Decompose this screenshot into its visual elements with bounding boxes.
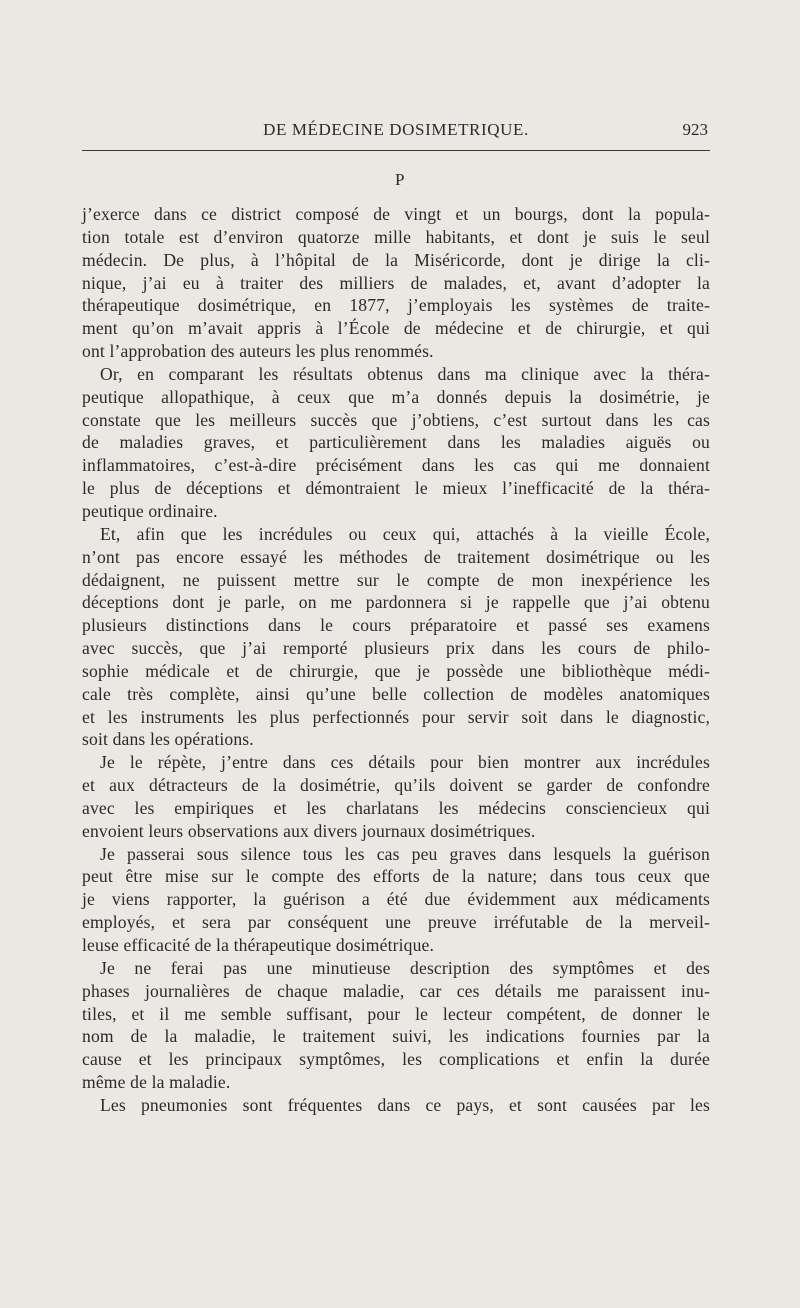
text-line: tion totale est d’environ quatorze mille habitants, et dont je suis le seul xyxy=(82,226,710,247)
text-line: plusieurs distinctions dans le cours préparatoire et passé ses examens xyxy=(82,615,710,636)
text-line: et aux détracteurs de la dosimétrie, qu’ils doivent se garder de confondre xyxy=(82,775,710,796)
text-line: médecin. De plus, à l’hôpital de la Miséricorde, dont je dirige la cli- xyxy=(82,249,710,270)
text-line: Les pneumonies sont fréquentes dans ce pays, et sont causées par les xyxy=(100,1094,710,1115)
text-line: tiles, et il me semble suffisant, pour le lecteur compétent, de donner le xyxy=(82,1003,710,1024)
section-letter: P xyxy=(395,170,405,189)
text-line: et les instruments les plus perfectionnés pour servir soit dans le diagnostic, xyxy=(82,706,710,727)
text-line: thérapeutique dosimétrique, en 1877, j’employais les systèmes de traite- xyxy=(82,295,710,316)
text-line: même de la maladie. xyxy=(82,1072,231,1093)
text-line: je viens rapporter, la guérison a été due évidemment aux médicaments xyxy=(82,889,710,910)
text-line: de maladies graves, et particulièrement dans les maladies aiguës ou xyxy=(82,432,710,453)
text-line: Je passerai sous silence tous les cas peu graves dans lesquels la guérison xyxy=(100,843,710,864)
text-line: avec les empiriques et les charlatans les médecins consciencieux qui xyxy=(82,797,710,818)
text-line: sophie médicale et de chirurgie, que je possède une bibliothèque médi- xyxy=(82,660,710,681)
text-line: envoient leurs observations aux divers journaux dosimétriques. xyxy=(82,820,536,841)
text-line: n’ont pas encore essayé les méthodes de traitement dosimétrique ou les xyxy=(82,546,710,567)
text-line: le plus de déceptions et démontraient le mieux l’inefficacité de la théra- xyxy=(82,478,710,499)
text-line: peutique allopathique, à ceux que m’a donnés depuis la dosimétrie, je xyxy=(82,386,710,407)
text-line: Je le répète, j’entre dans ces détails pour bien montrer aux incrédules xyxy=(100,752,710,773)
text-line: Or, en comparant les résultats obtenus dans ma clinique avec la théra- xyxy=(100,363,710,384)
text-line: avec succès, que j’ai remporté plusieurs prix dans les cours de philo- xyxy=(82,638,710,659)
text-line: nom de la maladie, le traitement suivi, les indications fournies par la xyxy=(82,1026,710,1047)
text-line: déceptions dont je parle, on me pardonnera si je rappelle que j’ai obtenu xyxy=(82,592,710,613)
header-rule xyxy=(82,150,710,151)
text-line: leuse efficacité de la thérapeutique dosimétrique. xyxy=(82,935,435,955)
page-number: 923 xyxy=(682,120,708,139)
text-line: Je ne ferai pas une minutieuse description des symptômes et des xyxy=(100,957,710,978)
text-line: peut être mise sur le compte des efforts de la nature; dans tous ceux que xyxy=(82,866,710,887)
body-text xyxy=(82,203,710,1117)
text-line: Et, afin que les incrédules ou ceux qui, attachés à la vieille École, xyxy=(100,523,710,544)
text-line: j’exerce dans ce district composé de vingt et un bourgs, dont la popula- xyxy=(82,204,710,224)
running-title: DE MÉDECINE DOSIMETRIQUE. xyxy=(263,120,529,139)
text-line: cale très complète, ainsi qu’une belle collection de modèles anatomiques xyxy=(82,683,710,704)
text-line: constate que les meilleurs succès que j’obtiens, c’est surtout dans les cas xyxy=(82,409,710,430)
text-line: soit dans les opérations. xyxy=(82,729,254,750)
text-line: dédaignent, ne puissent mettre sur le compte de mon inexpérience les xyxy=(82,569,710,590)
running-header xyxy=(82,118,710,144)
text-line: peutique ordinaire. xyxy=(82,500,218,521)
text-line: inflammatoires, c’est-à-dire précisément dans les cas qui me donnaient xyxy=(82,455,710,476)
text-line: ont l’approbation des auteurs les plus renommés. xyxy=(82,341,434,362)
text-line: cause et les principaux symptômes, les complications et enfin la durée xyxy=(82,1049,710,1070)
text-line: phases journalières de chaque maladie, car ces détails me paraissent inu- xyxy=(82,980,710,1001)
text-line: nique, j’ai eu à traiter des milliers de malades, et, avant d’adopter la xyxy=(82,272,710,293)
text-line: employés, et sera par conséquent une preuve irréfutable de la merveil- xyxy=(82,912,710,933)
text-line: ment qu’on m’avait appris à l’École de médecine et de chirurgie, et qui xyxy=(82,318,710,339)
